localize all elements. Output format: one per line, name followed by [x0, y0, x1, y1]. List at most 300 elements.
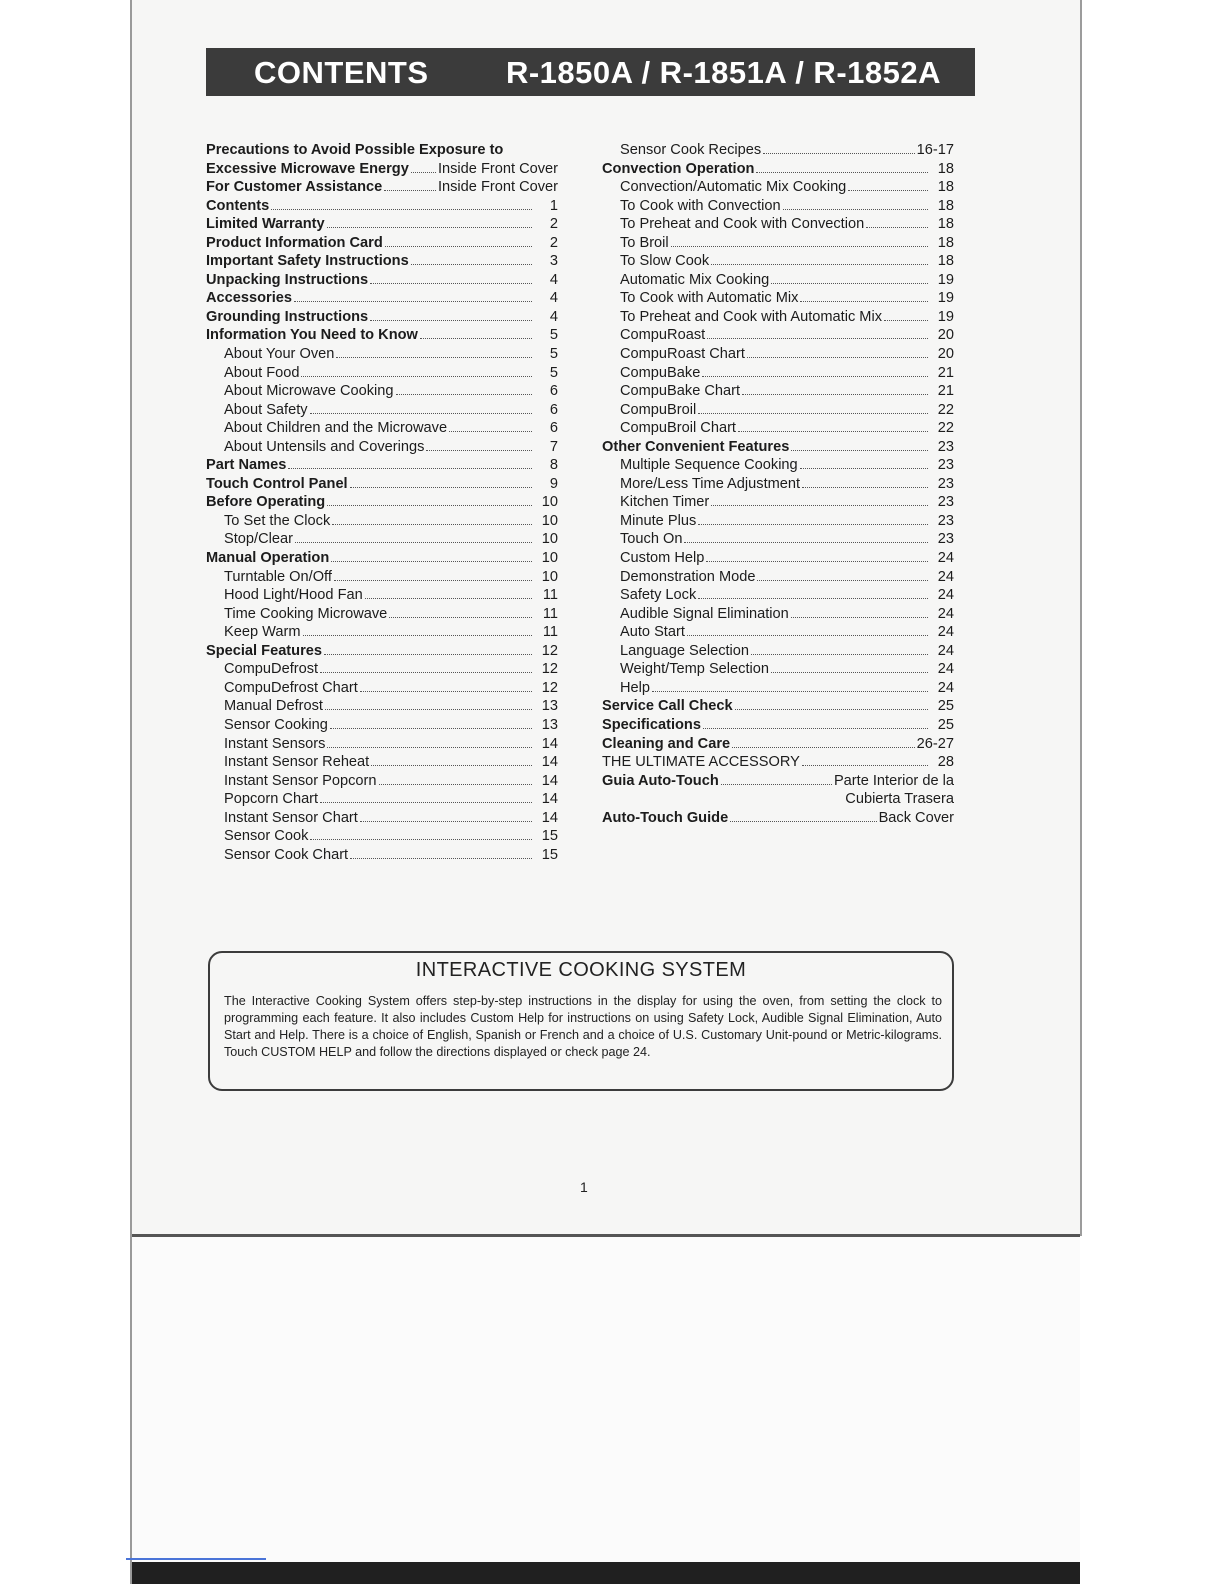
toc-entry-page: 3 — [549, 253, 558, 270]
toc-dot-leader — [703, 716, 928, 729]
toc-entry — [206, 308, 558, 327]
toc-entry — [602, 493, 954, 512]
toc-entry — [602, 530, 954, 549]
toc-entry — [602, 234, 954, 253]
toc-entry — [206, 493, 558, 512]
toc-dot-leader — [706, 549, 928, 562]
toc-entry-page: 10 — [541, 512, 558, 529]
toc-entry-page: 21 — [937, 364, 954, 381]
scan-margin-right — [1080, 0, 1224, 1236]
toc-dot-leader — [334, 568, 532, 581]
toc-left-column — [206, 141, 558, 864]
toc-entry-page: 13 — [541, 698, 558, 715]
toc-entry-page: 22 — [937, 401, 954, 418]
toc-entry-title: CompuDefrost Chart — [224, 679, 358, 696]
toc-entry — [206, 160, 558, 179]
toc-entry — [602, 809, 954, 828]
toc-dot-leader — [707, 326, 928, 339]
toc-entry-page: 18 — [937, 197, 954, 214]
toc-entry — [206, 419, 558, 438]
toc-entry — [602, 753, 954, 772]
toc-entry — [602, 697, 954, 716]
toc-entry-page: 14 — [541, 754, 558, 771]
toc-entry-title: Turntable On/Off — [224, 568, 332, 585]
toc-dot-leader — [751, 642, 928, 655]
toc-dot-leader — [295, 530, 532, 543]
toc-entry-page: 4 — [549, 271, 558, 288]
toc-entry-page: 18 — [937, 253, 954, 270]
toc-entry-page: 18 — [937, 216, 954, 233]
scan-margin-left — [0, 0, 132, 1584]
toc-entry-page: 10 — [541, 494, 558, 511]
toc-entry-page: 11 — [542, 605, 558, 622]
toc-entry-title: CompuBake Chart — [620, 383, 741, 400]
toc-dot-leader — [320, 660, 532, 673]
toc-entry-title: CompuBroil — [620, 401, 697, 418]
toc-entry — [602, 401, 954, 420]
toc-entry-page: 12 — [541, 661, 558, 678]
toc-entry-title: Unpacking Instructions — [206, 271, 369, 288]
toc-entry-title: To Broil — [620, 234, 669, 251]
toc-dot-leader — [332, 512, 532, 525]
toc-entry — [206, 753, 558, 772]
toc-entry-title: To Slow Cook — [620, 253, 710, 270]
toc-entry-title: More/Less Time Adjustment — [620, 475, 801, 492]
toc-dot-leader — [757, 568, 928, 581]
scan-background-lower — [132, 1237, 1080, 1564]
toc-entry — [602, 160, 954, 179]
toc-entry — [602, 512, 954, 531]
toc-entry-page: Parte Interior de la — [833, 772, 954, 789]
toc-entry-title: Contents — [206, 197, 270, 214]
toc-dot-leader — [324, 642, 532, 655]
toc-dot-leader — [747, 345, 928, 358]
toc-entry-page: 4 — [549, 308, 558, 325]
toc-entry — [602, 419, 954, 438]
toc-dot-leader — [763, 141, 915, 154]
toc-entry-title: Help — [620, 679, 651, 696]
toc-entry-page: 24 — [937, 587, 954, 604]
toc-entry — [206, 438, 558, 457]
toc-dot-leader — [301, 364, 532, 377]
toc-entry — [602, 735, 954, 754]
toc-entry-title: Limited Warranty — [206, 216, 325, 233]
toc-entry-page: 5 — [549, 364, 558, 381]
toc-dot-leader — [271, 197, 532, 210]
scan-bottom-edge — [132, 1562, 1080, 1584]
toc-dot-leader — [791, 605, 928, 618]
toc-entry-title: Time Cooking Microwave — [224, 605, 388, 622]
toc-entry — [206, 364, 558, 383]
toc-entry-title: CompuBake — [620, 364, 701, 381]
toc-entry-page: 12 — [541, 642, 558, 659]
toc-dot-leader — [360, 679, 532, 692]
toc-entry-page: Inside Front Cover — [437, 179, 558, 196]
toc-dot-leader — [336, 345, 532, 358]
toc-entry-title: Popcorn Chart — [224, 791, 319, 808]
toc-entry-title: Sensor Cook Recipes — [620, 142, 762, 158]
toc-dot-leader — [420, 326, 532, 339]
toc-entry-title: About Your Oven — [224, 346, 335, 363]
toc-entry-title: About Untensils and Coverings — [224, 438, 425, 455]
toc-dot-leader — [738, 419, 928, 432]
toc-entry — [602, 289, 954, 308]
toc-entry — [602, 568, 954, 587]
toc-entry-page: 6 — [549, 401, 558, 418]
toc-dot-leader — [711, 252, 928, 265]
toc-dot-leader — [791, 438, 928, 451]
toc-entry-title: Sensor Cooking — [224, 716, 328, 733]
toc-entry-page: 11 — [542, 624, 558, 641]
scan-artifact-line — [126, 1558, 266, 1560]
toc-entry — [206, 401, 558, 420]
toc-dot-leader — [742, 382, 928, 395]
contents-title: CONTENTS — [254, 55, 429, 90]
toc-entry — [206, 735, 558, 754]
toc-dot-leader — [711, 493, 928, 506]
toc-entry-title: CompuRoast — [620, 327, 706, 344]
toc-entry-page: 10 — [541, 550, 558, 567]
toc-dot-leader — [671, 234, 928, 247]
toc-entry-page: 14 — [541, 735, 558, 752]
toc-entry-title: Instant Sensor Reheat — [224, 754, 370, 771]
toc-dot-leader — [684, 530, 928, 543]
toc-entry-page: 28 — [937, 754, 954, 771]
toc-entry-title: Automatic Mix Cooking — [620, 271, 770, 288]
toc-entry-page: 23 — [937, 475, 954, 492]
toc-entry-title: Convection/Automatic Mix Cooking — [620, 179, 847, 196]
toc-entry-title: Before Operating — [206, 494, 326, 511]
toc-dot-leader — [802, 753, 928, 766]
toc-entry — [602, 141, 954, 160]
toc-entry-page: 13 — [541, 716, 558, 733]
toc-dot-leader — [294, 289, 532, 302]
toc-dot-leader — [411, 160, 436, 173]
toc-entry-title: Touch Control Panel — [206, 475, 348, 492]
toc-entry-page: 14 — [541, 791, 558, 808]
toc-entry-title: Keep Warm — [224, 624, 301, 641]
toc-entry — [206, 234, 558, 253]
toc-entry-page: 11 — [542, 587, 558, 604]
toc-entry-title: For Customer Assistance — [206, 179, 383, 196]
toc-entry — [206, 605, 558, 624]
toc-dot-leader — [756, 160, 928, 173]
toc-entry-title: Minute Plus — [620, 512, 697, 529]
toc-entry-page: 18 — [937, 179, 954, 196]
toc-dot-leader — [310, 401, 532, 414]
toc-entry-page: 24 — [937, 605, 954, 622]
toc-entry-page: 24 — [937, 642, 954, 659]
toc-dot-leader — [771, 271, 928, 284]
toc-entry — [602, 456, 954, 475]
toc-entry — [206, 697, 558, 716]
toc-entry-title: To Set the Clock — [224, 512, 331, 529]
toc-entry — [206, 772, 558, 791]
toc-entry — [602, 252, 954, 271]
toc-entry-title: To Preheat and Cook with Automatic Mix — [620, 308, 883, 325]
toc-entry-page: 12 — [541, 679, 558, 696]
toc-entry-page: 24 — [937, 624, 954, 641]
toc-entry-title: Instant Sensors — [224, 735, 326, 752]
toc-entry-page: 2 — [549, 234, 558, 251]
toc-dot-leader — [365, 586, 532, 599]
toc-entry — [602, 642, 954, 661]
toc-entry-title: Cleaning and Care — [602, 735, 731, 752]
toc-entry — [206, 475, 558, 494]
toc-entry-title: Sensor Cook Chart — [224, 846, 349, 863]
toc-entry-title: Service Call Check — [602, 698, 733, 715]
toc-entry-title: Product Information Card — [206, 234, 383, 251]
toc-entry-title: Precautions to Avoid Possible Exposure to — [206, 142, 504, 158]
toc-entry-title: To Preheat and Cook with Convection — [620, 216, 865, 233]
toc-entry — [206, 827, 558, 846]
toc-dot-leader — [327, 215, 532, 228]
toc-entry-page: 16-17 — [916, 142, 954, 158]
toc-entry — [206, 326, 558, 345]
toc-entry — [206, 549, 558, 568]
toc-dot-leader — [449, 419, 532, 432]
toc-entry — [206, 382, 558, 401]
toc-entry-page: 19 — [937, 290, 954, 307]
toc-entry — [602, 772, 954, 791]
toc-entry — [206, 568, 558, 587]
toc-entry — [602, 271, 954, 290]
toc-entry-title: Instant Sensor Chart — [224, 809, 358, 826]
toc-entry — [206, 790, 558, 809]
toc-entry-title: Instant Sensor Popcorn — [224, 772, 377, 789]
toc-entry — [206, 623, 558, 642]
toc-dot-leader — [396, 382, 532, 395]
toc-dot-leader — [384, 178, 436, 191]
toc-dot-leader — [371, 753, 532, 766]
toc-entry-page: 23 — [937, 438, 954, 455]
toc-dot-leader — [370, 308, 532, 321]
toc-entry — [206, 178, 558, 197]
toc-entry — [206, 846, 558, 865]
toc-dot-leader — [702, 364, 928, 377]
toc-dot-leader — [800, 289, 928, 302]
toc-dot-leader — [800, 456, 928, 469]
toc-dot-leader — [379, 772, 532, 785]
toc-entry-page: 6 — [549, 383, 558, 400]
toc-entry-page: 22 — [937, 420, 954, 437]
toc-dot-leader — [389, 605, 532, 618]
toc-entry-title: CompuBroil Chart — [620, 420, 736, 437]
toc-entry-page: 8 — [549, 457, 558, 474]
toc-dot-leader — [310, 827, 532, 840]
toc-entry — [206, 716, 558, 735]
toc-entry-title: Convection Operation — [602, 160, 755, 177]
toc-dot-leader — [721, 772, 832, 785]
toc-entry-page: 24 — [937, 550, 954, 567]
toc-entry — [206, 252, 558, 271]
toc-entry-title: Demonstration Mode — [620, 568, 756, 585]
toc-dot-leader — [505, 142, 532, 154]
toc-entry-page: 15 — [541, 846, 558, 863]
toc-dot-leader — [350, 475, 532, 488]
toc-dot-leader — [320, 790, 532, 803]
toc-dot-leader — [385, 234, 532, 247]
toc-entry-title: About Microwave Cooking — [224, 383, 394, 400]
toc-entry-title: Special Features — [206, 642, 322, 659]
toc-right-column — [602, 141, 954, 827]
toc-dot-leader — [771, 660, 928, 673]
toc-entry-title: Important Safety Instructions — [206, 253, 409, 270]
toc-dot-leader — [370, 271, 532, 284]
ics-title: INTERACTIVE COOKING SYSTEM — [415, 959, 747, 981]
toc-dot-leader — [325, 697, 532, 710]
toc-entry-title: Auto-Touch Guide — [602, 809, 729, 826]
toc-entry-title: About Safety — [224, 401, 308, 418]
toc-entry — [602, 345, 954, 364]
toc-entry-page: Inside Front Cover — [437, 160, 558, 177]
toc-entry-title: Sensor Cook — [224, 828, 309, 845]
toc-entry — [206, 679, 558, 698]
toc-entry-title: Manual Defrost — [224, 698, 323, 715]
toc-entry-page: 23 — [937, 457, 954, 474]
toc-entry-title: Part Names — [206, 457, 287, 474]
toc-entry-page: 10 — [541, 568, 558, 585]
toc-dot-leader — [303, 623, 532, 636]
toc-entry — [602, 326, 954, 345]
toc-entry-page: 21 — [937, 383, 954, 400]
toc-dot-leader — [732, 735, 915, 748]
toc-dot-leader — [331, 549, 532, 562]
toc-entry — [602, 475, 954, 494]
toc-dot-leader — [884, 308, 928, 321]
toc-entry — [602, 549, 954, 568]
toc-entry — [602, 790, 954, 809]
toc-entry — [206, 809, 558, 828]
toc-entry-page: 24 — [937, 679, 954, 696]
toc-dot-leader — [866, 215, 928, 228]
toc-entry-page: 14 — [541, 772, 558, 789]
toc-entry-page: 20 — [937, 346, 954, 363]
toc-dot-leader — [652, 679, 928, 692]
toc-dot-leader — [288, 456, 532, 469]
model-numbers: R-1850A / R-1851A / R-1852A — [505, 55, 941, 90]
toc-entry-title: Language Selection — [620, 642, 750, 659]
toc-entry-page: 9 — [549, 475, 558, 492]
toc-entry-page: 19 — [937, 271, 954, 288]
toc-entry-page: 26-27 — [916, 735, 954, 752]
toc-entry — [206, 642, 558, 661]
toc-entry-page: 24 — [937, 661, 954, 678]
toc-entry-page: 25 — [937, 716, 954, 733]
toc-dot-leader — [848, 178, 928, 191]
toc-entry — [602, 586, 954, 605]
toc-entry-title: Audible Signal Elimination — [620, 605, 789, 622]
toc-dot-leader — [698, 401, 928, 414]
toc-entry-title: Touch On — [620, 531, 683, 548]
toc-entry-title: CompuRoast Chart — [620, 346, 745, 363]
toc-entry-page: 5 — [549, 346, 558, 363]
toc-entry-page: 4 — [549, 290, 558, 307]
toc-entry — [206, 197, 558, 216]
toc-dot-leader — [687, 623, 928, 636]
toc-dot-leader — [604, 791, 843, 803]
toc-dot-leader — [350, 846, 532, 859]
toc-entry — [206, 141, 558, 160]
toc-entry-title: Manual Operation — [206, 550, 330, 567]
toc-entry-page: 1 — [549, 197, 558, 214]
toc-dot-leader — [426, 438, 532, 451]
toc-entry — [602, 660, 954, 679]
toc-dot-leader — [783, 197, 928, 210]
toc-entry-title: Kitchen Timer — [620, 494, 710, 511]
toc-dot-leader — [698, 586, 928, 599]
interactive-cooking-system-box — [208, 951, 954, 1091]
toc-entry-title: Weight/Temp Selection — [620, 661, 769, 678]
toc-entry-page: Cubierta Trasera — [845, 791, 954, 808]
toc-entry-title: About Food — [224, 364, 300, 381]
toc-entry-title: CompuDefrost — [224, 661, 319, 678]
toc-entry-page: 10 — [541, 531, 558, 548]
toc-dot-leader — [327, 493, 532, 506]
toc-entry-title: Multiple Sequence Cooking — [620, 457, 798, 474]
toc-entry — [602, 382, 954, 401]
toc-entry-title: Auto Start — [620, 624, 685, 641]
toc-entry-title: Stop/Clear — [224, 531, 293, 548]
toc-dot-leader — [735, 697, 928, 710]
toc-entry-title: Custom Help — [620, 550, 705, 567]
toc-entry — [206, 215, 558, 234]
page-number: 1 — [580, 1179, 588, 1195]
toc-entry-page: 6 — [549, 420, 558, 437]
toc-entry — [206, 289, 558, 308]
toc-entry-title: To Cook with Convection — [620, 197, 781, 214]
toc-dot-leader — [327, 735, 532, 748]
toc-entry-page: 23 — [937, 512, 954, 529]
toc-entry-page: 25 — [937, 698, 954, 715]
toc-entry-title: Accessories — [206, 290, 293, 307]
toc-entry — [206, 456, 558, 475]
toc-entry — [602, 197, 954, 216]
toc-entry — [602, 364, 954, 383]
toc-entry — [602, 716, 954, 735]
toc-entry — [602, 623, 954, 642]
toc-entry — [206, 530, 558, 549]
toc-dot-leader — [360, 809, 532, 822]
toc-entry — [602, 308, 954, 327]
toc-entry-title: Excessive Microwave Energy — [206, 160, 409, 177]
toc-entry-title: Other Convenient Features — [602, 438, 790, 455]
toc-entry — [206, 512, 558, 531]
ics-body: The Interactive Cooking System offers step-by-step instructions in the display for using the oven, from setting the clock to programming each feature. It also includes Custom Help for instructions on using Safety Lock, Audible Signal Elimination, Auto Start and Help. There is a choice of English, Spanish or French and a choice of U.S. Customary Unit-pound or Metric-kilograms. Touch CUSTOM HELP and follow the directions displayed or check page 24. — [224, 994, 942, 1059]
toc-entry-title: Safety Lock — [620, 587, 697, 604]
toc-entry — [602, 438, 954, 457]
toc-dot-leader — [802, 475, 928, 488]
toc-dot-leader — [330, 716, 532, 729]
toc-dot-leader — [730, 809, 876, 822]
toc-entry-title: Grounding Instructions — [206, 308, 369, 325]
toc-entry — [602, 178, 954, 197]
toc-entry — [206, 345, 558, 364]
toc-entry-title: Guia Auto-Touch — [602, 772, 719, 789]
toc-dot-leader — [698, 512, 928, 525]
contents-header-bar — [206, 48, 975, 96]
toc-entry-page: 7 — [549, 438, 558, 455]
toc-entry-page: 23 — [937, 531, 954, 548]
toc-entry-page: 2 — [549, 216, 558, 233]
toc-entry-title: Hood Light/Hood Fan — [224, 587, 363, 604]
toc-entry-page: 14 — [541, 809, 558, 826]
toc-entry-page: 18 — [937, 234, 954, 251]
toc-entry-page: 19 — [937, 308, 954, 325]
toc-entry-page: 20 — [937, 327, 954, 344]
toc-entry-page: Back Cover — [878, 809, 954, 826]
toc-entry-page: 5 — [549, 327, 558, 344]
